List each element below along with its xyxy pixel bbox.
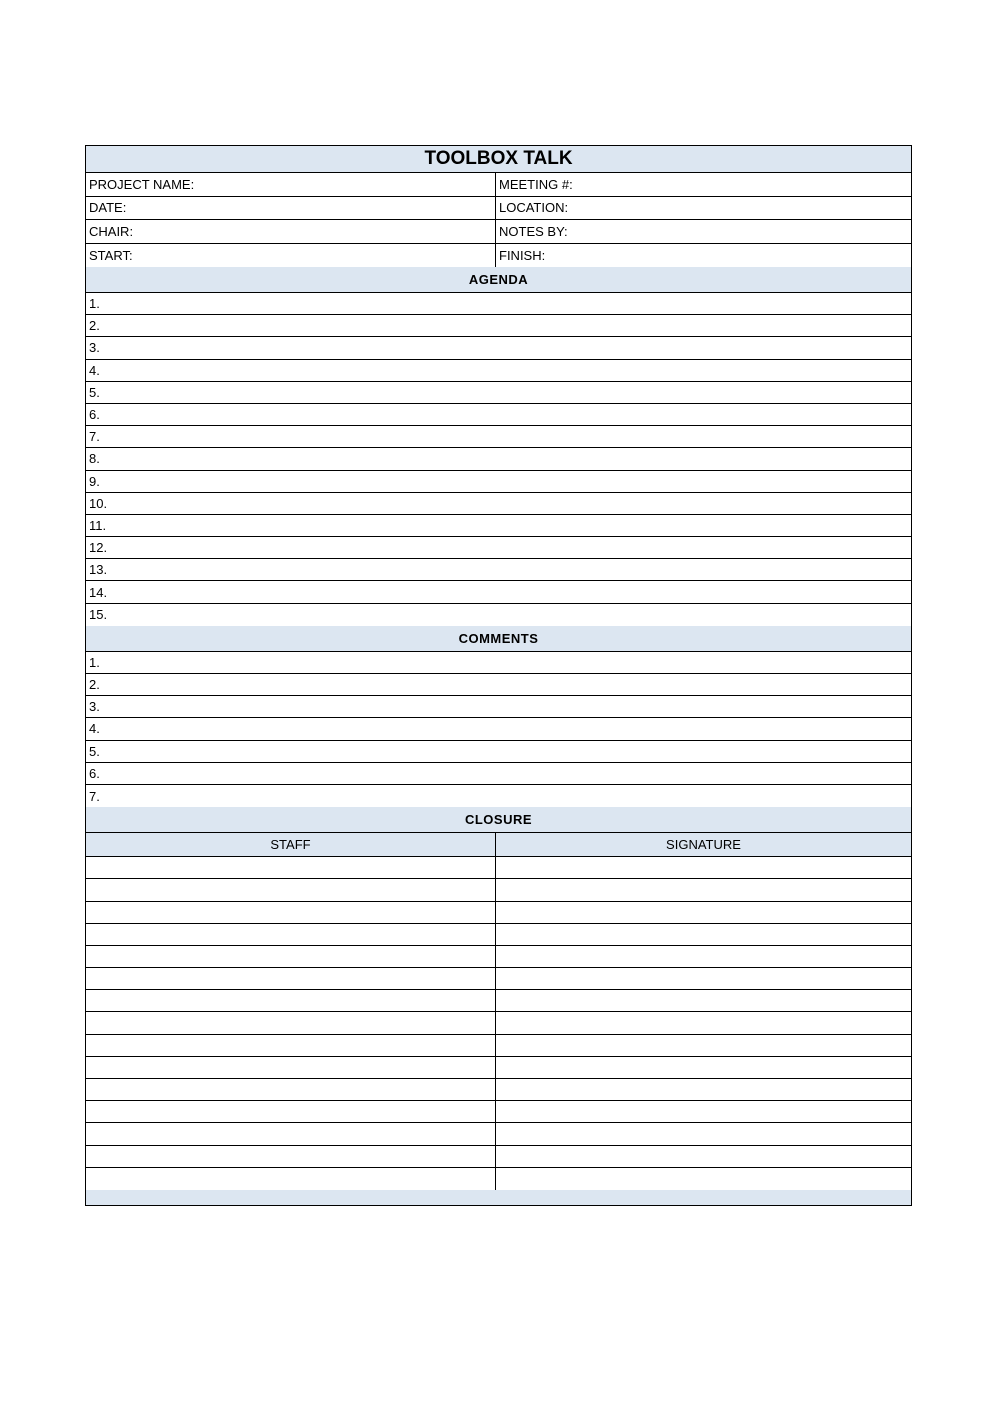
closure-rows [86, 857, 911, 1190]
agenda-item[interactable]: 11. [86, 515, 911, 537]
staff-cell[interactable] [86, 924, 496, 945]
meta-field-right[interactable]: LOCATION: [499, 200, 569, 216]
agenda-item[interactable]: 2. [86, 315, 911, 337]
closure-row [86, 857, 911, 879]
staff-cell[interactable] [86, 1168, 496, 1190]
staff-cell[interactable] [86, 1146, 496, 1167]
closure-row [86, 902, 911, 924]
form-title: TOOLBOX TALK [86, 146, 911, 173]
meta-row [86, 220, 911, 244]
signature-cell[interactable] [496, 1146, 911, 1167]
agenda-heading: AGENDA [86, 267, 911, 293]
closure-row [86, 924, 911, 946]
comment-item[interactable]: 1. [86, 652, 911, 674]
staff-cell[interactable] [86, 968, 496, 989]
agenda-item[interactable]: 3. [86, 337, 911, 359]
comment-item[interactable]: 7. [89, 788, 100, 804]
closure-row [86, 1101, 911, 1123]
comments-heading: COMMENTS [86, 626, 911, 652]
closure-row [86, 1057, 911, 1079]
agenda-item[interactable]: 7. [86, 426, 911, 448]
closure-row [86, 1168, 911, 1190]
meta-section [86, 173, 911, 267]
signature-cell[interactable] [496, 924, 911, 945]
signature-cell[interactable] [496, 902, 911, 923]
closure-row [86, 946, 911, 968]
agenda-item[interactable]: 10. [86, 493, 911, 515]
closure-row [86, 1079, 911, 1101]
meta-field-left[interactable]: CHAIR: [86, 220, 496, 243]
comment-item[interactable]: 2. [86, 674, 911, 696]
staff-column-header: STAFF [86, 833, 496, 856]
staff-cell[interactable] [86, 1079, 496, 1100]
agenda-item[interactable]: 5. [86, 382, 911, 404]
closure-row [86, 879, 911, 901]
form-footer-bar [86, 1190, 911, 1205]
signature-cell[interactable] [496, 1057, 911, 1078]
closure-heading: CLOSURE [86, 807, 911, 833]
agenda-item[interactable]: 1. [86, 293, 911, 315]
meta-field-left[interactable]: START: [86, 244, 496, 268]
signature-cell[interactable] [496, 1012, 911, 1033]
toolbox-talk-form [85, 145, 912, 1206]
agenda-item[interactable]: 9. [86, 471, 911, 493]
closure-row [86, 1012, 911, 1034]
signature-column-header: SIGNATURE [666, 837, 741, 853]
staff-cell[interactable] [86, 1035, 496, 1056]
closure-row [86, 1123, 911, 1145]
comment-item[interactable]: 6. [86, 763, 911, 785]
staff-cell[interactable] [86, 990, 496, 1011]
closure-row [86, 1035, 911, 1057]
closure-row [86, 990, 911, 1012]
agenda-item[interactable]: 14. [86, 581, 911, 603]
signature-cell[interactable] [496, 968, 911, 989]
meta-field-left[interactable]: DATE: [86, 197, 496, 220]
signature-cell[interactable] [496, 990, 911, 1011]
signature-cell[interactable] [496, 946, 911, 967]
staff-cell[interactable] [86, 1057, 496, 1078]
meta-field-left[interactable]: PROJECT NAME: [86, 173, 496, 196]
closure-column-headers [86, 833, 911, 857]
comment-item[interactable]: 3. [86, 696, 911, 718]
agenda-item[interactable]: 8. [86, 448, 911, 470]
comment-item[interactable]: 5. [86, 741, 911, 763]
staff-cell[interactable] [86, 879, 496, 900]
closure-row [86, 968, 911, 990]
agenda-item[interactable]: 15. [89, 607, 108, 623]
signature-cell[interactable] [496, 1123, 911, 1144]
signature-cell[interactable] [496, 857, 911, 878]
comment-item[interactable]: 4. [86, 718, 911, 740]
meta-field-right[interactable]: MEETING #: [499, 176, 573, 192]
meta-field-right[interactable]: NOTES BY: [499, 223, 568, 239]
signature-cell[interactable] [496, 1101, 911, 1122]
staff-cell[interactable] [86, 1012, 496, 1033]
agenda-item[interactable]: 4. [86, 360, 911, 382]
agenda-item[interactable]: 12. [86, 537, 911, 559]
agenda-list [86, 293, 911, 626]
staff-cell[interactable] [86, 1123, 496, 1144]
closure-row [86, 1146, 911, 1168]
meta-row [86, 197, 911, 221]
meta-row [86, 244, 911, 268]
meta-row [86, 173, 911, 197]
signature-cell[interactable] [496, 1079, 911, 1100]
staff-cell[interactable] [86, 902, 496, 923]
comments-list [86, 652, 911, 807]
staff-cell[interactable] [86, 857, 496, 878]
signature-cell[interactable] [496, 879, 911, 900]
signature-cell[interactable] [496, 1035, 911, 1056]
staff-cell[interactable] [86, 1101, 496, 1122]
agenda-item[interactable]: 6. [86, 404, 911, 426]
meta-field-right[interactable]: FINISH: [499, 247, 546, 263]
signature-cell[interactable] [496, 1168, 911, 1190]
staff-cell[interactable] [86, 946, 496, 967]
agenda-item[interactable]: 13. [86, 559, 911, 581]
